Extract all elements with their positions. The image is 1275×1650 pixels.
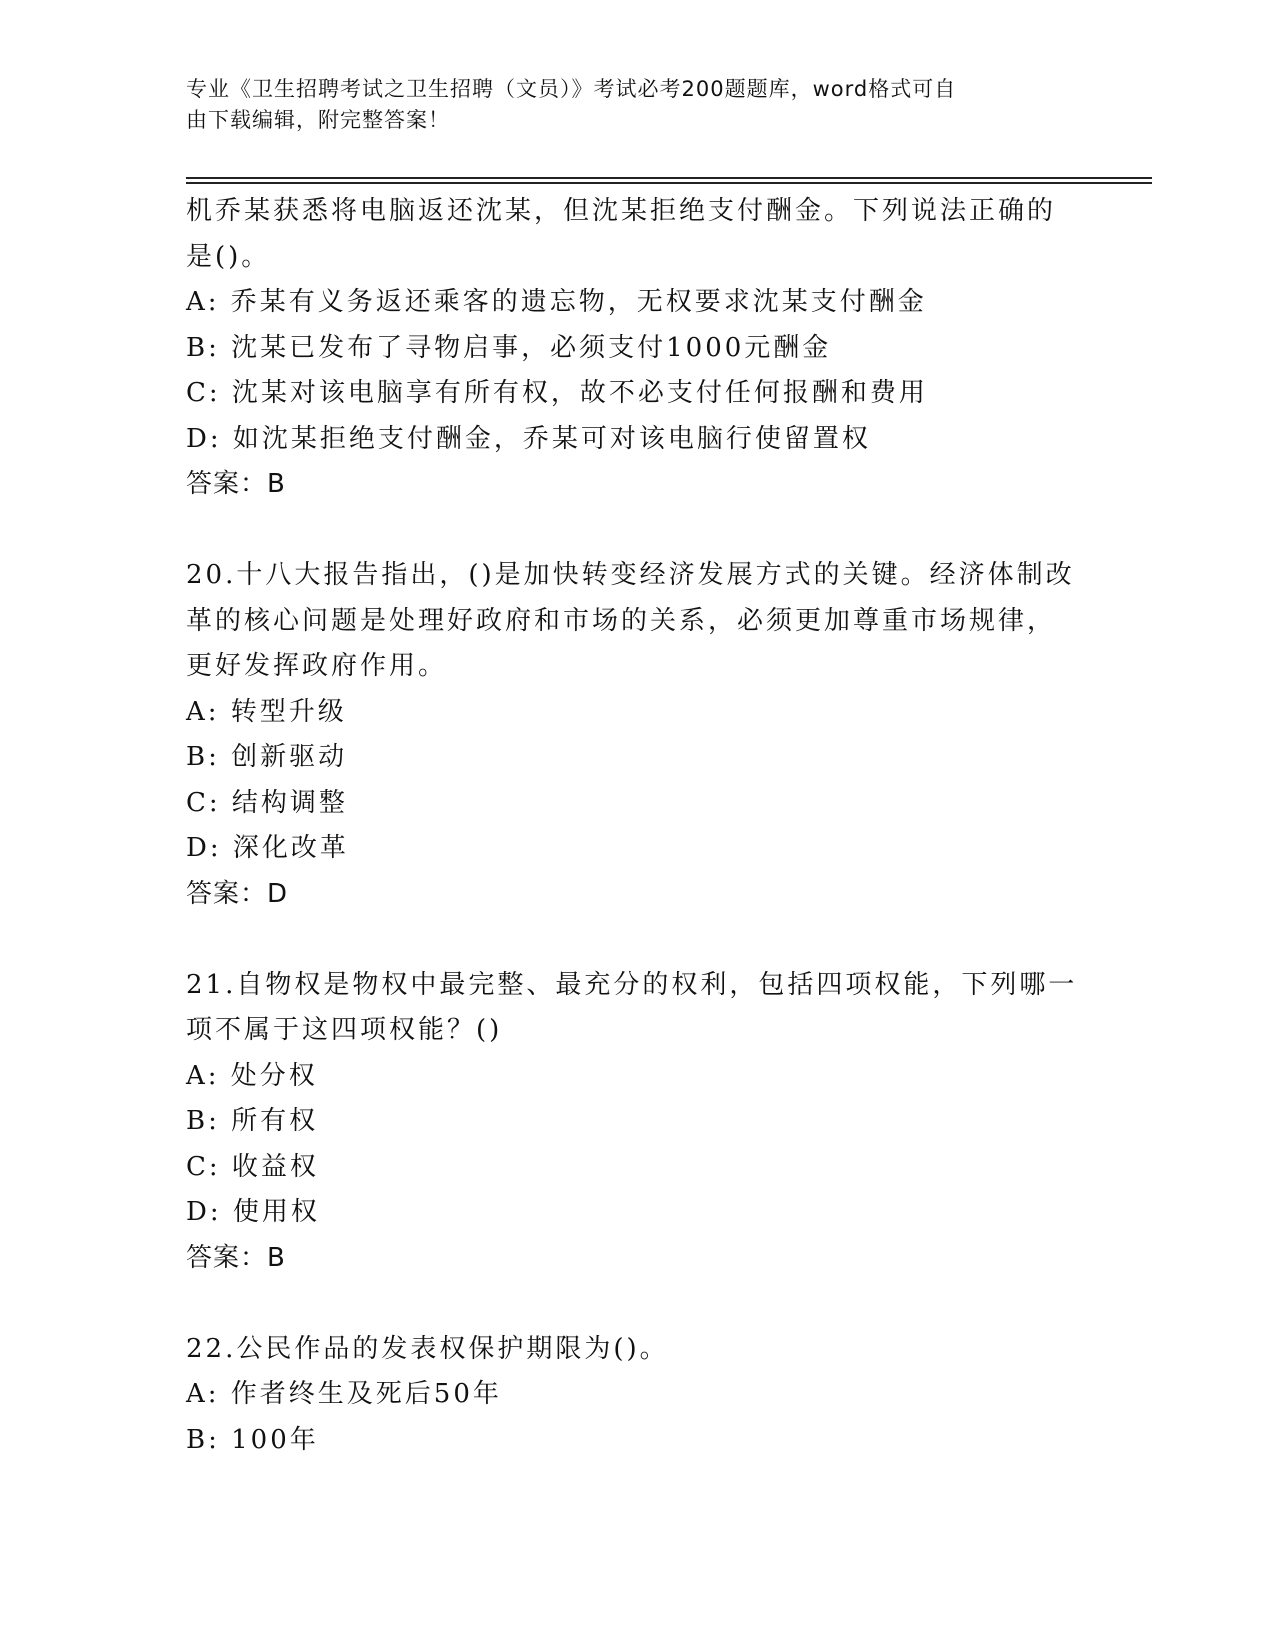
- option-c: C: 结构调整: [186, 787, 348, 818]
- question-stem-line: 更好发挥政府作用。: [186, 651, 448, 681]
- option-a: A: 乔某有义务返还乘客的遗忘物，无权要求沈某支付酬金: [186, 287, 927, 317]
- option-d: D: 如沈某拒绝支付酬金，乔某可对该电脑行使留置权: [186, 423, 871, 454]
- option-a: A: 处分权: [186, 1060, 318, 1091]
- question-list: [186, 189, 1086, 1463]
- question-stem-line: 22.公民作品的发表权保护期限为()。: [186, 1333, 669, 1364]
- option-d: D: 使用权: [186, 1197, 320, 1227]
- question-stem-line: 机乔某获悉将电脑返还沈某，但沈某拒绝支付酬金。下列说法正确的: [186, 196, 1057, 226]
- answer-label: 答案：D: [186, 878, 289, 909]
- spacer: [186, 508, 1086, 554]
- option-b: B: 100年: [186, 1424, 319, 1455]
- answer-label: 答案：B: [186, 469, 286, 499]
- option-a: A: 转型升级: [186, 696, 347, 727]
- question-19: [186, 189, 1086, 508]
- question-stem-line: 20.十八大报告指出，()是加快转变经济发展方式的关键。经济体制改: [186, 560, 1075, 590]
- spacer: [186, 1281, 1086, 1327]
- question-stem-line: 革的核心问题是处理好政府和市场的关系，必须更加尊重市场规律，: [186, 605, 1057, 636]
- question-22: [186, 1327, 1086, 1464]
- header-divider-bottom: [186, 182, 1152, 184]
- header-line-2: 由下载编辑，附完整答案！: [186, 108, 450, 132]
- question-stem-line: 21.自物权是物权中最完整、最充分的权利，包括四项权能，下列哪一: [186, 969, 1078, 1000]
- header-divider-top: [186, 177, 1152, 179]
- question-stem-line: 项不属于这四项权能？(): [186, 1015, 503, 1045]
- question-stem-line: 是()。: [186, 241, 271, 272]
- option-b: B: 沈某已发布了寻物启事，必须支付1000元酬金: [186, 332, 832, 363]
- option-b: B: 创新驱动: [186, 742, 348, 772]
- question-21: [186, 963, 1086, 1282]
- header-line-1: 专业《卫生招聘考试之卫生招聘（文员）》考试必考200题题库，word格式可自: [186, 77, 957, 101]
- option-b: B: 所有权: [186, 1106, 319, 1136]
- option-d: D: 深化改革: [186, 833, 349, 863]
- option-c: C: 收益权: [186, 1151, 319, 1182]
- spacer: [186, 917, 1086, 963]
- option-c: C: 沈某对该电脑享有所有权，故不必支付任何报酬和费用: [186, 378, 928, 408]
- question-20: [186, 553, 1086, 917]
- option-a: A: 作者终生及死后50年: [186, 1379, 502, 1409]
- answer-label: 答案：B: [186, 1242, 286, 1273]
- document-header: [186, 74, 1066, 136]
